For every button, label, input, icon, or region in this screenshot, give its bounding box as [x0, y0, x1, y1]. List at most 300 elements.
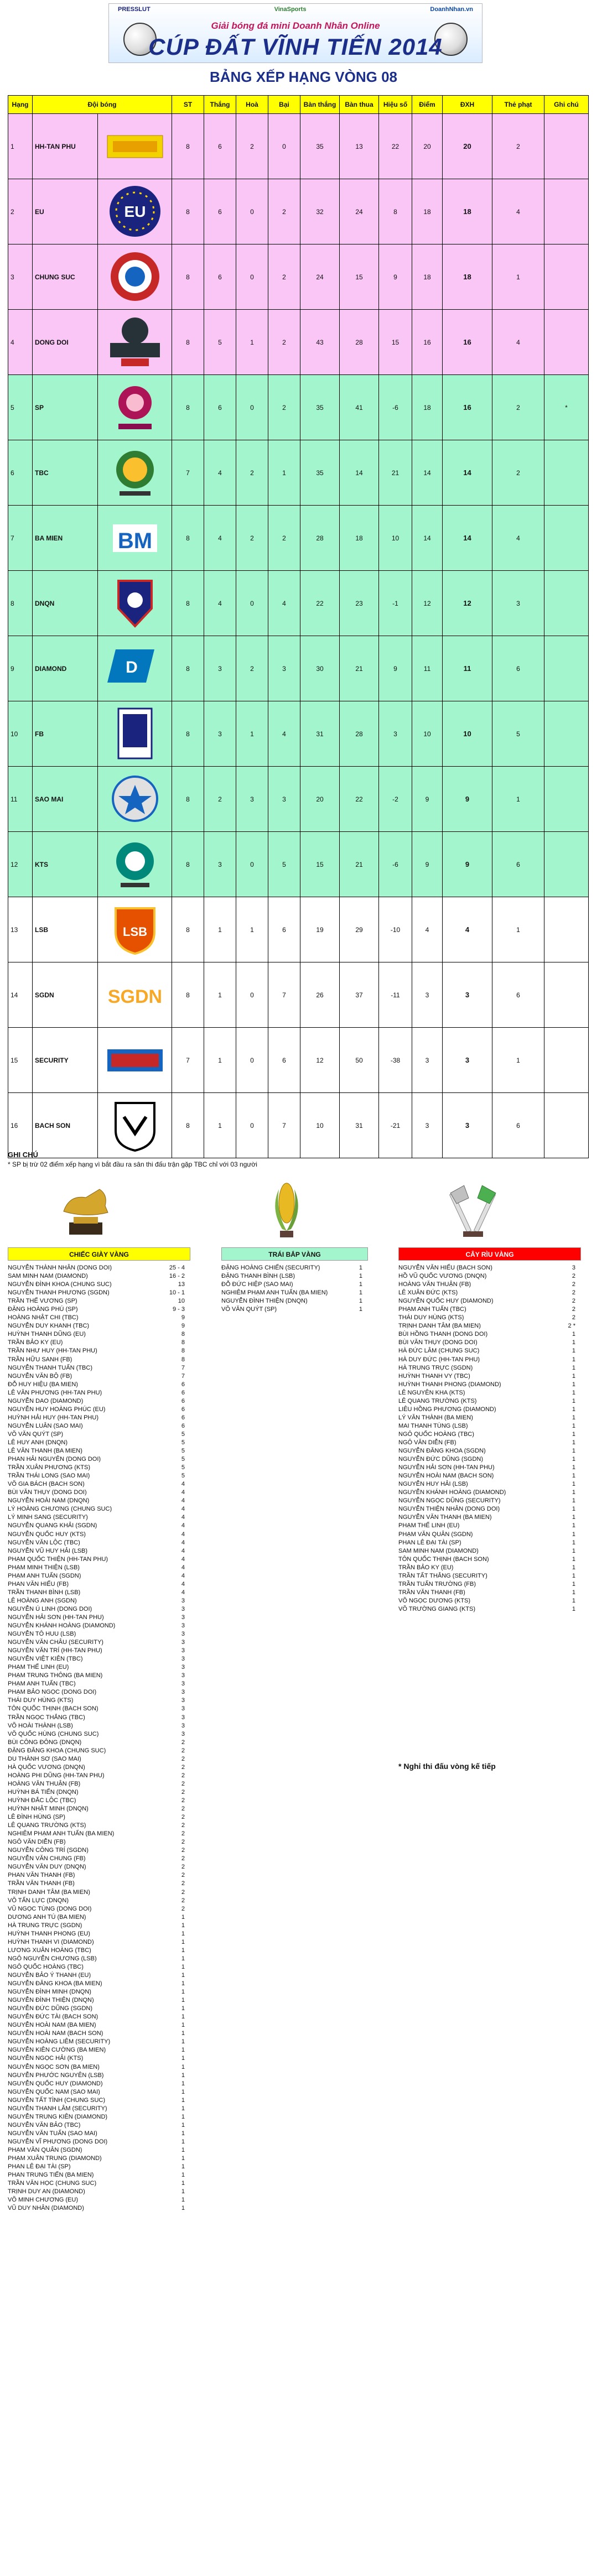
standings-row [8, 832, 589, 897]
player-count: 6 [181, 1414, 185, 1421]
points-cell: 4 [412, 897, 443, 962]
award-list-item [8, 1472, 190, 1480]
award-list-item [8, 1680, 190, 1688]
col-header: Thẻ phạt [492, 96, 544, 114]
award-list-item [398, 1305, 581, 1314]
player-count: 16 - 2 [169, 1273, 185, 1280]
team-logo-cell [98, 767, 172, 832]
draws-cell: 1 [236, 310, 268, 375]
award-list-item [398, 1597, 581, 1605]
player-name: TRẦN THÁI LONG (SAO MAI) [8, 1472, 90, 1480]
player-name: LƯƠNG XUÂN HOÀNG (TBC) [8, 1947, 91, 1954]
col-header: Điểm [412, 96, 443, 114]
goals-for-cell: 31 [300, 701, 340, 767]
player-count: 5 [181, 1448, 185, 1455]
page-title: BẢNG XẾP HẠNG VÒNG 08 [209, 69, 398, 85]
award-list-item [8, 1905, 190, 1913]
award-list-item [8, 2005, 190, 2013]
diamond-logo [102, 640, 168, 698]
player-name: NGUYỄN TÔ HUU (LSB) [8, 1631, 76, 1638]
award-list-item [8, 1505, 190, 1513]
player-count: 2 [572, 1298, 575, 1305]
rank-cell: 6 [8, 440, 33, 506]
player-name: NGUYỄN QUỐC NAM (SAO MAI) [8, 2088, 100, 2095]
player-count: 1 [572, 1397, 575, 1404]
team-name-cell: SGDN [33, 962, 98, 1028]
player-count: 3 [181, 1689, 185, 1696]
team-name-cell: BACH SON [33, 1093, 98, 1158]
losses-cell: 2 [268, 506, 300, 571]
player-name: TRẦN VĂN HỌC (CHUNG SUC) [8, 2180, 97, 2187]
player-count: 3 [181, 1714, 185, 1721]
player-name: HÀ QUỐC VƯƠNG (DNQN) [8, 1763, 85, 1771]
player-name: HUỲNH THANH VI (DIAMOND) [8, 1938, 94, 1945]
losses-cell: 2 [268, 244, 300, 310]
rank-cell: 5 [8, 375, 33, 440]
award-list-item [8, 2013, 190, 2021]
award-list-item [8, 1739, 190, 1747]
player-name: VÕ TRƯỜNG GIANG (KTS) [398, 1605, 476, 1612]
team-name-cell: KTS [33, 832, 98, 897]
player-name: NGÔ VĂN DIỄN (FB) [398, 1439, 456, 1446]
losses-cell: 3 [268, 767, 300, 832]
player-name: ĐẶNG ĐĂNG KHOA (CHUNG SUC) [8, 1747, 106, 1754]
player-name: VÕ MINH CHƯƠNG (EU) [8, 2197, 78, 2204]
player-name: BÙI VĂN THỤY (DONG DOI) [398, 1339, 478, 1346]
played-cell: 8 [172, 767, 204, 832]
award-list-item [8, 2054, 190, 2063]
award-list-item [8, 1663, 190, 1672]
award-list-item [398, 1297, 581, 1305]
player-count: 4 [181, 1555, 185, 1563]
security-logo [102, 1032, 168, 1089]
player-count: 1 [181, 2072, 185, 2079]
player-count: 1 [181, 2088, 185, 2095]
svg-text:D: D [125, 658, 138, 676]
cards-cell: 6 [492, 1093, 544, 1158]
ranking-points-cell: 20 [443, 114, 492, 179]
player-count: 8 [181, 1347, 185, 1355]
player-count: 1 [572, 1580, 575, 1588]
note-cell [544, 1028, 589, 1093]
player-name: NGUYỄN ĐĂNG KHOA (BA MIEN) [8, 1980, 102, 1987]
award-list-item [398, 1455, 581, 1464]
player-name: NGUYỄN ĐỨC DŨNG (SGDN) [8, 2005, 93, 2012]
award-list-item [8, 1938, 190, 1947]
award-list-item [8, 1281, 190, 1289]
draws-cell: 2 [236, 440, 268, 506]
player-count: 1 [181, 2105, 185, 2112]
golden-shoe-list [8, 1247, 190, 2213]
standings-row [8, 1028, 589, 1093]
team-logo-cell [98, 506, 172, 571]
player-name: NGUYỄN ĐỨC TÀI (BACH SON) [8, 2013, 98, 2021]
cards-cell: 1 [492, 244, 544, 310]
player-count: 8 [181, 1339, 185, 1346]
player-count: 3 [181, 1614, 185, 1621]
points-cell: 9 [412, 832, 443, 897]
goals-against-cell: 31 [340, 1093, 379, 1158]
played-cell: 8 [172, 506, 204, 571]
rank-cell: 16 [8, 1093, 33, 1158]
team-logo-cell [98, 832, 172, 897]
award-list-item [8, 1372, 190, 1381]
player-name: PHẠM MINH THIỆN (LSB) [8, 1564, 80, 1571]
player-name: PHAN LÊ ĐẠI TÀI (SP) [8, 2163, 71, 2171]
award-list-item [8, 1439, 190, 1447]
player-name: NGUYỄN DAO (DIAMOND) [8, 1397, 84, 1404]
eu-logo [102, 183, 168, 240]
award-list-item [8, 2046, 190, 2054]
player-count: 2 [572, 1306, 575, 1313]
player-count: 8 [181, 1356, 185, 1363]
rank-cell: 13 [8, 897, 33, 962]
award-list-item [8, 1930, 190, 1938]
player-name: NGUYỄN BẢO Ý THANH (EU) [8, 1971, 91, 1979]
sponsor-2: VinaSports [274, 6, 307, 13]
note-cell [544, 114, 589, 179]
standings-table [8, 95, 589, 1158]
award-list-item [8, 1264, 190, 1272]
player-name: TRỊNH DUY AN (DIAMOND) [8, 2188, 85, 2195]
player-name: PHAN LÊ ĐẠI TÀI (SP) [398, 1539, 461, 1546]
award-list-item [398, 1339, 581, 1347]
player-count: 8 [181, 1331, 185, 1338]
golden-axe-list [398, 1247, 581, 1614]
player-name: NGUYỄN LUÂN (SAO MAI) [8, 1422, 83, 1429]
player-name: SAM MINH NAM (DIAMOND) [8, 1273, 88, 1280]
award-list-item [398, 1555, 581, 1564]
rank-cell: 1 [8, 114, 33, 179]
award-list-item [398, 1464, 581, 1472]
award-list-item [8, 2038, 190, 2046]
rank-cell: 10 [8, 701, 33, 767]
standings-row [8, 179, 589, 244]
player-count: 1 [572, 1464, 575, 1471]
award-list-item [8, 1805, 190, 1813]
player-name: NGUYỄN HOÀI NAM (BACH SON) [8, 2030, 103, 2037]
award-list-item [398, 1372, 581, 1381]
player-count: 1 [572, 1448, 575, 1455]
player-name: NGUYỄN TẤT TÌNH (CHUNG SUC) [8, 2096, 106, 2104]
award-list-item [8, 1897, 190, 1905]
player-count: 6 [181, 1389, 185, 1396]
player-count: 2 [181, 1822, 185, 1829]
player-name: THÁI DUY HÙNG (KTS) [8, 1697, 74, 1704]
player-count: 4 [181, 1514, 185, 1521]
goals-for-cell: 19 [300, 897, 340, 962]
award-list-item [8, 1747, 190, 1755]
note-cell [544, 962, 589, 1028]
banner-title: CÚP ĐẤT VĨNH TIẾN 2014 [148, 34, 443, 60]
player-name: LÊ HOÀNG ANH (SGDN) [8, 1597, 77, 1604]
wins-cell: 2 [204, 767, 236, 832]
award-list-item [8, 2063, 190, 2072]
player-count: 2 [181, 1797, 185, 1804]
award-list-item [8, 1397, 190, 1406]
player-count: 1 [572, 1539, 575, 1546]
player-name: VÕ HOÀI THÀNH (LSB) [8, 1722, 73, 1729]
award-list-item [398, 1547, 581, 1555]
award-list-item [8, 1880, 190, 1888]
award-list-item [8, 2021, 190, 2029]
team-name-cell: HH-TAN PHU [33, 114, 98, 179]
player-name: NGUYỄN QUỐC HUY (DIAMOND) [398, 1298, 494, 1305]
award-list-item [398, 1539, 581, 1547]
award-list-item [398, 1356, 581, 1364]
award-list-item [8, 1455, 190, 1464]
player-name: PHẠM XUÂN TRUNG (DIAMOND) [8, 2155, 102, 2162]
player-name: HOÀNG PHI DŨNG (HH-TAN PHU) [8, 1772, 105, 1779]
player-name: NGUYỄN THÀNH NHÂN (DONG DOI) [8, 1264, 112, 1271]
player-name: VŨ DUY NHÂN (DIAMOND) [8, 2205, 84, 2212]
award-list-item [8, 1347, 190, 1355]
played-cell: 8 [172, 244, 204, 310]
player-name: LÝ MINH SANG (SECURITY) [8, 1514, 88, 1521]
player-count: 2 [181, 1905, 185, 1912]
note-cell [544, 571, 589, 636]
goals-against-cell: 29 [340, 897, 379, 962]
wins-cell: 1 [204, 1093, 236, 1158]
golden-axe-trophy-icon [440, 1178, 506, 1239]
player-name: TRẦN TUẤN TRƯỜNG (FB) [398, 1580, 476, 1588]
player-name: NGUYỄN VĨ PHƯƠNG (DONG DOI) [8, 2138, 108, 2145]
player-count: 3 [181, 1697, 185, 1704]
player-name: TRẦN VĂN THANH (FB) [8, 1880, 75, 1887]
ranking-points-cell: 9 [443, 832, 492, 897]
played-cell: 8 [172, 179, 204, 244]
col-header: Hạng [8, 96, 33, 114]
points-cell: 12 [412, 571, 443, 636]
player-name: HUỲNH THANH PHONG (DIAMOND) [398, 1381, 501, 1388]
player-name: NGUYỄN ĐÌNH THIỆN (DNQN) [221, 1298, 308, 1305]
standings-row [8, 375, 589, 440]
player-count: 1 [181, 1955, 185, 1962]
player-name: MAI THANH TÙNG (LSB) [398, 1422, 468, 1429]
player-name: HỒ VŨ QUỐC VƯƠNG (DNQN) [398, 1273, 487, 1280]
draws-cell: 2 [236, 114, 268, 179]
player-name: NGÔ QUỐC HOÀNG (TBC) [8, 1963, 84, 1970]
player-name: PHẠM ANH TUẤN (TBC) [398, 1306, 466, 1313]
player-count: 1 [572, 1356, 575, 1363]
player-name: NGUYỄN VĂN THANH (BA MIEN) [398, 1514, 492, 1521]
award-list-item [8, 1297, 190, 1305]
listening-logo [102, 313, 168, 371]
points-cell: 14 [412, 506, 443, 571]
player-name: TRẦN THẾ VƯƠNG (SP) [8, 1298, 77, 1305]
player-count: 5 [181, 1430, 185, 1438]
player-name: LÊ QUANG TRƯỜNG (KTS) [398, 1397, 477, 1404]
player-name: LÊ VĂN THANH (BA MIEN) [8, 1448, 82, 1455]
golden-shoe-title: CHIẾC GIÀY VÀNG [8, 1247, 190, 1261]
player-count: 1 [572, 1572, 575, 1579]
player-name: PHẠM THẾ LINH (EU) [398, 1522, 460, 1529]
player-count: 2 [181, 1880, 185, 1887]
team-logo-cell [98, 701, 172, 767]
player-name: NGUYỄN TRUNG KIÊN (DIAMOND) [8, 2113, 108, 2120]
losses-cell: 4 [268, 571, 300, 636]
losses-cell: 7 [268, 1093, 300, 1158]
played-cell: 7 [172, 440, 204, 506]
goals-against-cell: 22 [340, 767, 379, 832]
chung-suc-logo [102, 248, 168, 305]
player-count: 1 [181, 2030, 185, 2037]
player-count: 6 [181, 1381, 185, 1388]
draws-cell: 0 [236, 571, 268, 636]
award-list-item [8, 2088, 190, 2096]
award-list-item [8, 1497, 190, 1505]
award-list-item [8, 2130, 190, 2138]
goal-diff-cell: 21 [379, 440, 412, 506]
award-list-item [8, 1638, 190, 1647]
player-count: 4 [181, 1481, 185, 1488]
player-count: 1 [181, 2005, 185, 2012]
cards-cell: 6 [492, 962, 544, 1028]
award-list-item [8, 1772, 190, 1780]
player-count: 1 [181, 1963, 185, 1970]
wins-cell: 1 [204, 897, 236, 962]
award-list-item [8, 1830, 190, 1838]
player-count: 1 [359, 1264, 362, 1271]
player-count: 3 [181, 1672, 185, 1679]
note-cell [544, 701, 589, 767]
player-name: NGUYỄN HOÀI NAM (BACH SON) [398, 1472, 494, 1480]
player-name: PHẠM ANH TUẤN (SGDN) [8, 1572, 81, 1579]
player-name: NGUYỄN QUANG KHẢI (SGDN) [8, 1522, 97, 1529]
cards-cell: 2 [492, 440, 544, 506]
draws-cell: 0 [236, 1028, 268, 1093]
player-count: 1 [181, 1971, 185, 1979]
player-name: PHẠM ANH TUẤN (TBC) [8, 1680, 76, 1688]
player-name: PHẠM TRUNG THÔNG (BA MIEN) [8, 1672, 103, 1679]
player-name: TRẦN NHƯ HUY (HH-TAN PHU) [8, 1347, 97, 1355]
player-count: 1 [181, 1922, 185, 1929]
award-list-item [8, 1406, 190, 1414]
award-list-item [8, 2196, 190, 2204]
player-count: 1 [181, 2163, 185, 2171]
player-count: 2 [181, 1763, 185, 1771]
player-count: 1 [572, 1506, 575, 1513]
award-list-item [8, 1913, 190, 1922]
player-name: HÀ ĐỨC LÂM (CHUNG SUC) [398, 1347, 480, 1355]
player-name: BÙI VĂN THỤY (DONG DOI) [8, 1489, 87, 1496]
wins-cell: 4 [204, 506, 236, 571]
team-logo-cell [98, 571, 172, 636]
goal-diff-cell: -21 [379, 1093, 412, 1158]
award-list-item [221, 1289, 368, 1297]
award-list-item [8, 1730, 190, 1739]
dnqn-logo [102, 574, 168, 632]
award-list-item [8, 1630, 190, 1638]
player-name: NGUYỄN VĂN HIẾU (BACH SON) [398, 1264, 492, 1271]
ranking-points-cell: 16 [443, 310, 492, 375]
note-cell [544, 832, 589, 897]
player-name: THÁI DUY HÙNG (KTS) [398, 1314, 464, 1321]
player-count: 3 [181, 1722, 185, 1729]
player-name: PHAN VĂN THANH (FB) [8, 1872, 75, 1879]
goals-for-cell: 24 [300, 244, 340, 310]
note-cell [544, 767, 589, 832]
team-logo-cell [98, 636, 172, 701]
player-name: HOÀNG VĂN THUẬN (FB) [398, 1281, 471, 1288]
award-list-item [8, 1688, 190, 1696]
points-cell: 3 [412, 1093, 443, 1158]
award-list-item [398, 1564, 581, 1572]
goals-against-cell: 24 [340, 179, 379, 244]
points-cell: 14 [412, 440, 443, 506]
player-count: 4 [181, 1506, 185, 1513]
team-name-cell: LSB [33, 897, 98, 962]
award-list-item [8, 1996, 190, 2005]
award-list-item [398, 1472, 581, 1480]
standings-row [8, 310, 589, 375]
award-list-item [398, 1389, 581, 1397]
draws-cell: 2 [236, 636, 268, 701]
player-name: BÙI CÔNG ĐÔNG (DNQN) [8, 1739, 82, 1746]
award-list-item [8, 1305, 190, 1314]
wins-cell: 1 [204, 962, 236, 1028]
player-count: 2 [181, 1788, 185, 1796]
player-count: 4 [181, 1489, 185, 1496]
player-count: 1 [181, 1997, 185, 2004]
standings-row [8, 897, 589, 962]
cards-cell: 4 [492, 310, 544, 375]
cards-cell: 3 [492, 571, 544, 636]
player-name: NGUYỄN VĂN TRÍ (HH-TAN PHU) [8, 1647, 102, 1654]
player-count: 1 [181, 2205, 185, 2212]
player-name: TRỊNH DANH TÂM (BA MIEN) [398, 1323, 481, 1330]
player-count: 5 [181, 1439, 185, 1446]
player-name: VÕ NGỌC DƯƠNG (KTS) [398, 1597, 471, 1604]
award-list-item [8, 1597, 190, 1605]
losses-cell: 1 [268, 440, 300, 506]
hh-tan-phu-logo [102, 118, 168, 175]
svg-text:EU: EU [124, 203, 146, 220]
player-count: 1 [181, 1938, 185, 1945]
player-count: 2 [181, 1897, 185, 1904]
player-name: NGUYỄN VIỆT KIÊN (TBC) [8, 1656, 83, 1663]
award-list-item [8, 1314, 190, 1322]
svg-text:BM: BM [117, 528, 152, 553]
player-name: NGUYỄN HẢI SƠN (HH-TAN PHU) [8, 1614, 104, 1621]
player-count: 4 [181, 1564, 185, 1571]
goal-diff-cell: 9 [379, 244, 412, 310]
points-cell: 11 [412, 636, 443, 701]
player-name: NGUYỄN HOÀNG LIÊM (SECURITY) [8, 2038, 111, 2046]
player-name: TÔN QUỐC THỊNH (BACH SON) [8, 1705, 98, 1713]
col-header: Bại [268, 96, 300, 114]
losses-cell: 2 [268, 310, 300, 375]
team-name-cell: SP [33, 375, 98, 440]
losses-cell: 6 [268, 1028, 300, 1093]
player-name: LÊ VĂN PHƯƠNG (HH-TAN PHU) [8, 1389, 102, 1396]
goals-for-cell: 35 [300, 375, 340, 440]
award-list-item [8, 1846, 190, 1855]
bm-logo [102, 509, 168, 567]
points-cell: 18 [412, 244, 443, 310]
goals-for-cell: 32 [300, 179, 340, 244]
player-count: 3 [181, 1705, 185, 1713]
player-name: HÀ TRUNG TRỰC (SGDN) [8, 1922, 82, 1929]
col-header: Bàn thắng [300, 96, 340, 114]
player-count: 1 [181, 2146, 185, 2153]
award-list-item [8, 1531, 190, 1539]
goals-against-cell: 28 [340, 310, 379, 375]
played-cell: 8 [172, 1093, 204, 1158]
team-name-cell: SAO MAI [33, 767, 98, 832]
player-count: 1 [181, 2047, 185, 2054]
player-count: 3 [181, 1656, 185, 1663]
